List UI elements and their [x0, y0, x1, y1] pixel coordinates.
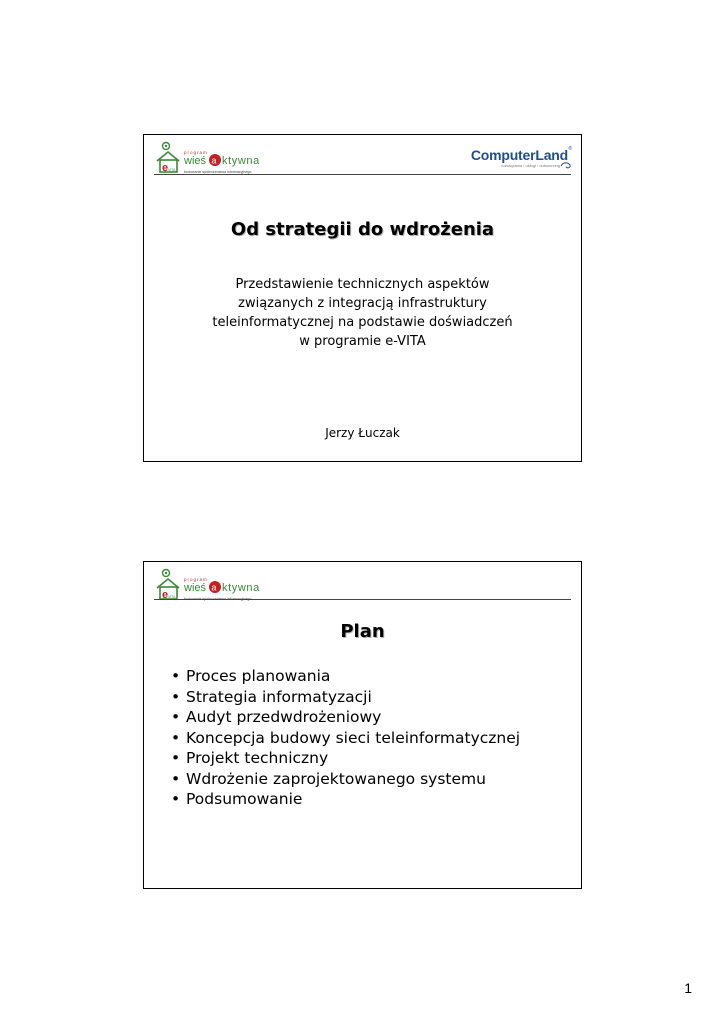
slide-1: [143, 134, 582, 462]
header-divider: [154, 599, 571, 600]
e-letter: e: [162, 589, 169, 601]
computerland-name: ComputerLand: [470, 147, 568, 163]
registered-mark: ®: [568, 146, 572, 152]
program-label: program: [184, 150, 208, 155]
subtitle-line: Przedstawienie technicznych aspektów: [235, 277, 490, 292]
vita-letters: VITA: [168, 168, 176, 172]
list-item: • Wdrożenie zaprojektowanego systemu: [171, 769, 520, 790]
wies-label: wieś: [184, 155, 207, 167]
computerland-swirl-icon: [560, 161, 572, 170]
subtitle-line: w programie e-VITA: [299, 334, 426, 349]
list-item: • Koncepcja budowy sieci teleinformatycznej: [171, 728, 520, 749]
list-item: • Projekt techniczny: [171, 748, 520, 769]
computerland-logo: [456, 147, 572, 171]
list-item: • Audyt przedwdrożeniowy: [171, 707, 520, 728]
program-label: program: [184, 577, 208, 582]
slide-2-title: Plan: [340, 621, 385, 642]
wies-tagline: budowanie społeczeństwa informacyjnego: [184, 170, 252, 174]
aktywna-label: ktywna: [222, 155, 260, 167]
plan-list: [171, 666, 520, 810]
e-letter: e: [162, 162, 169, 174]
wies-tagline: budowanie społeczeństwa informacyjnego: [184, 597, 252, 601]
list-item: • Strategia informatyzacji: [171, 687, 520, 708]
slide-1-title: Od strategii do wdrożenia: [230, 219, 495, 240]
header-divider: [154, 174, 571, 175]
wies-label: wieś: [184, 582, 207, 594]
vita-letters: VITA: [168, 595, 176, 599]
computerland-tagline: rozwiązania / usługi / outsourcing: [501, 163, 560, 168]
svg-text:a: a: [211, 155, 217, 166]
list-item: • Proces planowania: [171, 666, 520, 687]
subtitle-line: związanych z integracją infrastruktury: [238, 296, 487, 311]
aktywna-label: ktywna: [222, 582, 260, 594]
author-name: Jerzy Łuczak: [325, 426, 400, 440]
wies-aktywna-logo-graphic: [154, 141, 269, 177]
list-item: • Podsumowanie: [171, 789, 520, 810]
subtitle-line: teleinformatycznej na podstawie doświadczeń: [212, 315, 513, 330]
svg-text:a: a: [211, 582, 217, 593]
page-number: 1: [684, 980, 692, 996]
wies-aktywna-logo: [154, 141, 269, 177]
slide-1-subtitle: [184, 275, 541, 351]
slide-2: [143, 561, 582, 889]
